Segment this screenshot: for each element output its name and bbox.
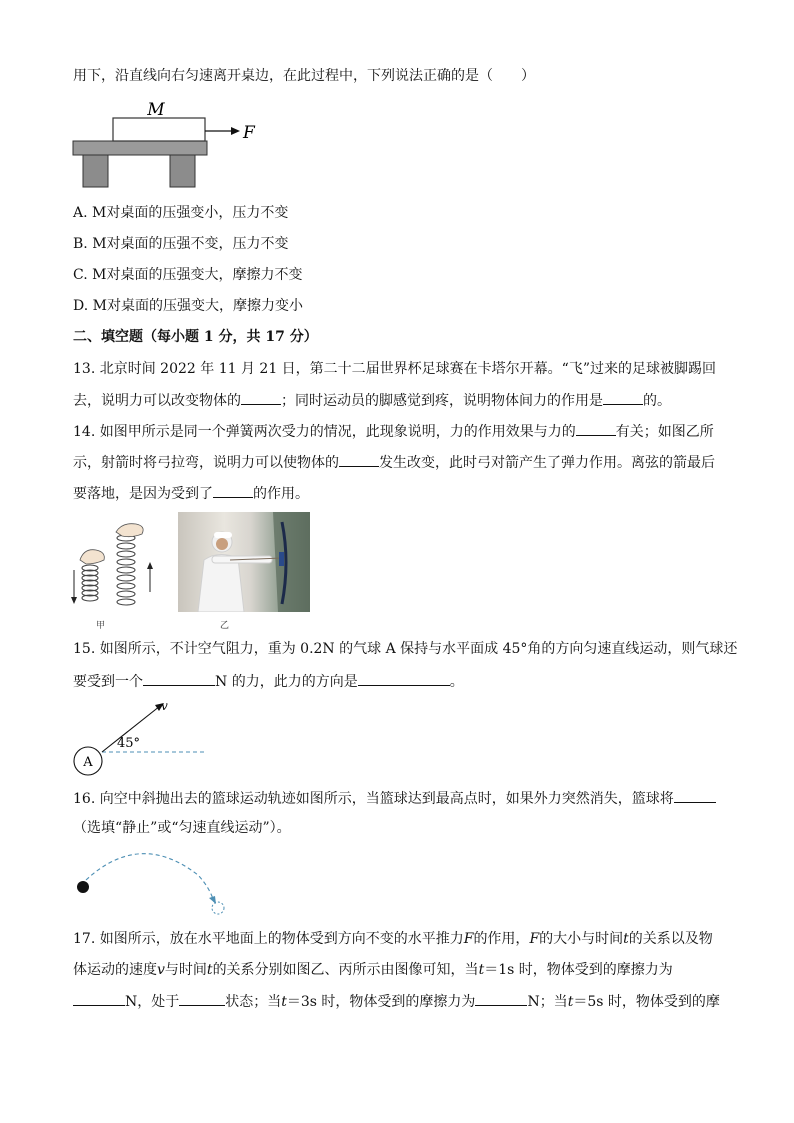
q17-line3 <box>73 991 720 1012</box>
caption-b: 乙 <box>220 621 230 631</box>
q13-text-c: 的。 <box>643 393 671 409</box>
q12-option-a: A. M对桌面的压强变小，压力不变 <box>73 205 289 221</box>
velocity-label: v <box>161 699 168 713</box>
q13-line2 <box>73 390 671 411</box>
q13-text-b: ；同时运动员的脚感觉到疼，说明物体间力的作用是 <box>281 393 603 409</box>
q17-blank-3[interactable] <box>475 991 527 1006</box>
q15-text-c: 。 <box>449 674 464 690</box>
q17-text-a: 17. 如图所示，放在水平地面上的物体受到方向不变的水平推力 <box>73 931 464 947</box>
trajectory-path <box>86 854 214 902</box>
q17-var-t-5: t <box>567 994 574 1010</box>
q17-text-c: 的大小与时间 <box>539 931 624 947</box>
compressed-spring <box>82 565 98 601</box>
section-heading: 二、填空题（每小题 1 分，共 17 分） <box>73 329 318 345</box>
q17-text-l: N；当 <box>527 994 568 1010</box>
q17-text-e: 体运动的速度 <box>73 962 157 978</box>
q16-figure <box>70 840 240 920</box>
q17-blank-1[interactable] <box>73 991 125 1006</box>
arrow-down-icon <box>71 597 77 604</box>
archer-photo <box>178 512 310 612</box>
q14-text-b: 有关；如图乙所 <box>615 424 714 440</box>
q14-blank-2[interactable] <box>339 452 379 467</box>
q14-blank-3[interactable] <box>213 483 253 498</box>
balloon-label: A <box>83 755 93 770</box>
q14-text-f: 的作用。 <box>253 486 309 502</box>
q16-line2: （选填“静止”或“匀速直线运动”）。 <box>73 820 291 836</box>
q14-line3 <box>73 483 309 504</box>
caption-a: 甲 <box>96 621 106 631</box>
q17-var-f: F <box>463 931 474 947</box>
q12-option-c: C. M对桌面的压强变大，摩擦力不变 <box>73 267 303 283</box>
q15-text-b: N 的力，此力的方向是 <box>215 674 358 690</box>
table-leg-right <box>170 155 195 187</box>
q16-text-a: 16. 向空中斜抛出去的篮球运动轨迹如图所示，当篮球达到最高点时，如果外力突然消失，篮球将 <box>73 791 674 807</box>
arrow-up-icon <box>147 562 153 569</box>
q17-blank-2[interactable] <box>179 991 225 1006</box>
q14-spring-figure <box>66 520 166 612</box>
q15-blank-1[interactable] <box>143 671 215 686</box>
stretched-spring <box>117 535 135 605</box>
q14-text-c: 示，射箭时将弓拉弯，说明力可以使物体的 <box>73 455 339 471</box>
q17-var-t-2: t <box>206 962 213 978</box>
q16-line1 <box>73 788 716 809</box>
q15-text-a: 要受到一个 <box>73 674 143 690</box>
q13-text-a: 去，说明力可以改变物体的 <box>73 393 241 409</box>
hand-right-icon <box>116 524 143 537</box>
q17-text-i: N，处于 <box>125 994 180 1010</box>
q12-stem: 用下，沿直线向右匀速离开桌边，在此过程中，下列说法正确的是（ ） <box>73 68 535 84</box>
block-m-label: M <box>147 100 165 120</box>
q13-blank-2[interactable] <box>603 390 643 405</box>
q14-line1 <box>73 421 714 442</box>
q17-var-t-4: t <box>281 994 287 1010</box>
q15-line1: 15. 如图所示，不计空气阻力，重为 0.2N 的气球 A 保持与水平面成 45°角的方向匀速直线运动，则气球还 <box>73 641 738 657</box>
q17-line2 <box>73 960 673 980</box>
q14-line2 <box>73 452 715 473</box>
force-label: F <box>243 123 255 143</box>
q15-line2 <box>73 671 464 692</box>
q17-text-f: 与时间 <box>164 962 207 978</box>
q12-figure <box>70 98 270 190</box>
q13-blank-1[interactable] <box>241 390 281 405</box>
table-top <box>73 141 207 155</box>
force-arrow-head <box>231 127 240 135</box>
hand-left-icon <box>80 550 104 564</box>
q15-figure <box>66 692 216 782</box>
q17-line1 <box>73 929 713 949</box>
q17-var-f-2: F <box>529 931 540 947</box>
q12-option-d: D. M对桌面的压强变大，摩擦力变小 <box>73 298 303 314</box>
angle-label: 45° <box>117 736 141 751</box>
q14-text-a: 14. 如图甲所示是同一个弹簧两次受力的情况，此现象说明，力的作用效果与力的 <box>73 424 576 440</box>
q14-blank-1[interactable] <box>576 421 616 436</box>
q14-text-e: 要落地，是因为受到了 <box>73 486 213 502</box>
q15-blank-2[interactable] <box>358 671 450 686</box>
basketball-end <box>212 902 224 914</box>
q14-text-d: 发生改变，此时弓对箭产生了弹力作用。离弦的箭最后 <box>379 455 715 471</box>
q17-text-d: 的关系以及物 <box>628 931 713 947</box>
q17-text-j: 状态；当 <box>225 994 282 1010</box>
q17-text-h: ＝1s 时，物体受到的摩擦力为 <box>484 962 673 978</box>
q16-blank-1[interactable] <box>674 788 716 803</box>
q17-text-m: ＝5s 时，物体受到的摩 <box>573 994 720 1010</box>
q17-var-t-3: t <box>478 962 485 978</box>
q17-var-v: v <box>157 962 165 978</box>
q12-option-b: B. M对桌面的压强不变，压力不变 <box>73 236 289 252</box>
q17-var-t: t <box>623 931 629 947</box>
basketball-start <box>77 881 89 893</box>
table-leg-left <box>83 155 108 187</box>
q17-text-b: 的作用， <box>473 931 530 947</box>
q13-line1: 13. 北京时间 2022 年 11 月 21 日，第二十二届世界杯足球赛在卡塔尔开幕。“飞”过来的足球被脚踢回 <box>73 361 716 377</box>
block-m <box>113 118 205 141</box>
q17-text-k: ＝3s 时，物体受到的摩擦力为 <box>286 994 476 1010</box>
q17-text-g: 的关系分别如图乙、丙所示由图像可知，当 <box>212 962 479 978</box>
